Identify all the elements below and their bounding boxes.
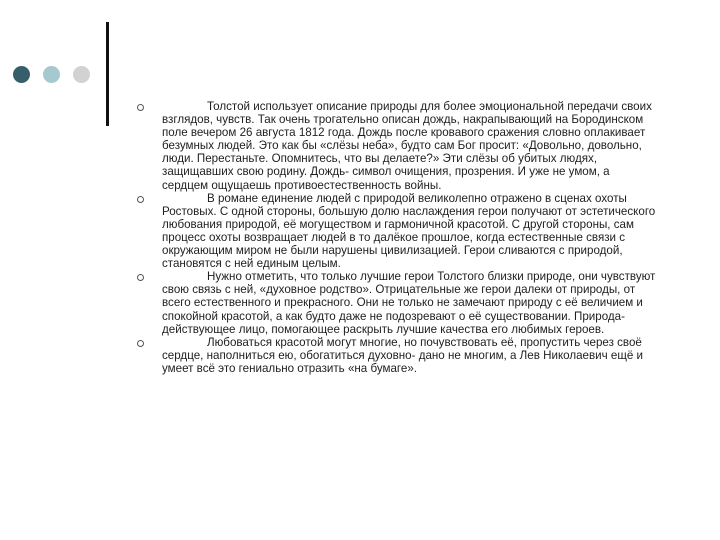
list-item: [137, 336, 657, 375]
vertical-divider: [106, 22, 109, 126]
list-item: [137, 100, 657, 192]
hollow-bullet-icon: [137, 196, 144, 203]
dark-teal-dot-icon: [13, 66, 30, 83]
hollow-bullet-icon: [137, 274, 144, 281]
paragraph-rain: Толстой использует описание природы для более эмоциональной передачи своих взглядов, чувств. Так очень трогательно описан дождь, накрапывающий на Бородинском поле вечером 26 августа 1812 года. Дождь после кровавого сражения словно оплакивает безумных людей. Это как бы «слёзы неба», будто сам Бог просит: «Довольно, довольно, люди. Перестаньте. Опомнитесь, что вы делаете?» Эти слёзы об убитых людях, защищавших свою родину. Дождь- символ очищения, прозрения. И уже не умом, а сердцем ощущаешь противоестественность войны.: [162, 100, 652, 192]
slide-body: [137, 100, 657, 375]
paragraph-hunt: В романе единение людей с природой великолепно отражено в сценах охоты Ростовых. С одной стороны, большую долю наслаждения герои получают от эстетического любования природой, её могуществом и гармоничной красотой. С другой стороны, сам процесс охоты возвращает людей в то далёкое прошлое, когда естественные связи с окружающим миром не были нарушены цивилизацией. Герои сливаются с природой, становятся с ней единым целым.: [162, 191, 656, 271]
hollow-bullet-icon: [137, 340, 144, 347]
gray-dot-icon: [73, 66, 90, 83]
paragraph-heroes: Нужно отметить, что только лучшие герои Толстого близки природе, они чувствуют свою связь с ней, «духовное родство». Отрицательные же герои далеки от природы, от всего естественного и прекрасного. Они не только не замечают природу с её величием и спокойной красотой, а как будто даже не подозревают о её существовании. Природа- действующее лицо, помогающее раскрыть лучшие качества его любимых героев.: [162, 270, 656, 336]
hollow-bullet-icon: [137, 104, 144, 111]
list-item: [137, 192, 657, 271]
paragraph-beauty: Любоваться красотой могут многие, но почувствовать её, пропустить через своё сердце, наполниться ею, обогатиться духовно- дано не многим, а Лев Николаевич ещё и умеет всё это гениально отразить «на бумаге».: [162, 335, 644, 375]
light-teal-dot-icon: [43, 66, 60, 83]
list-item: [137, 270, 657, 335]
